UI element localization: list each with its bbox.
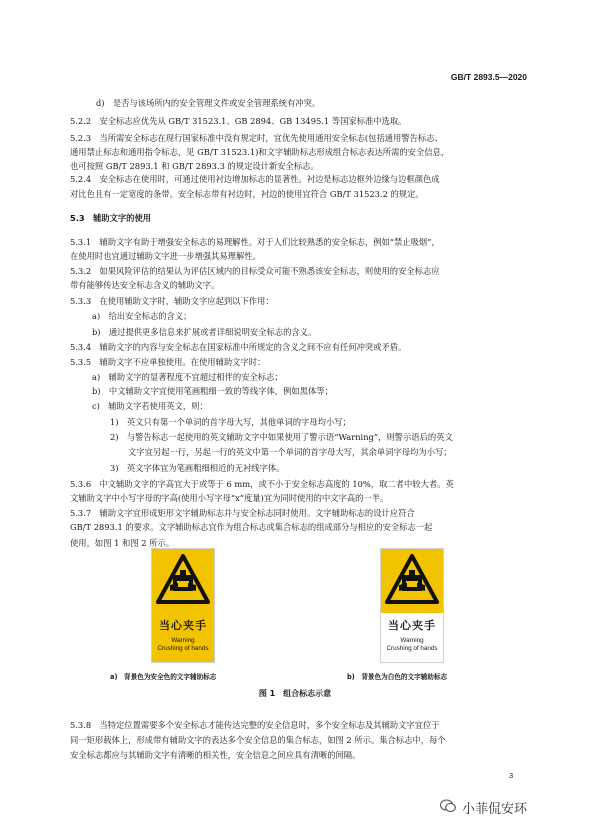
body-text-line: 5.3.6 中文辅助文字的字高宜大于或等于 6 mm，或不小于安全标志高度的 10%，取二者中较大者。英 xyxy=(70,479,454,489)
body-text-line: 同一矩形载体上，形成带有辅助文字的表达多个安全信息的集合标志，如图 2 所示。集合标志中，每个 xyxy=(70,735,446,745)
body-text-line: 5.3.1 辅助文字有助于增强安全标志的易理解性。对于人们比较熟悉的安全标志，例如“禁止吸烟”， xyxy=(70,237,440,247)
body-text-line: 5.3.7 辅助文字宜形成矩形文字辅助标志并与安全标志同时使用。文字辅助标志的设计应符合 xyxy=(70,508,415,518)
body-text-line: b) 通过提供更多信息来扩展或者详细说明安全标志的含义。 xyxy=(92,327,317,337)
body-text-line: 文辅助文字中小写字母的字高(使用小写字母“x”度量)宜为同时使用的中文字高的一半。 xyxy=(70,493,389,503)
body-text-line: b) 中文辅助文字宜使用笔画粗细一致的等线字体，例如黑体等； xyxy=(92,386,333,396)
wechat-icon xyxy=(440,799,456,813)
page-number: 3 xyxy=(509,771,514,780)
body-text-line: 3) 英文字体宜为笔画粗细相近的无衬线字体。 xyxy=(110,463,285,473)
body-text-line: 带有能够传达安全标志含义的辅助文字。 xyxy=(70,280,220,290)
body-text-line: 5.3.5 辅助文字不应单独使用。在使用辅助文字时： xyxy=(70,357,266,367)
body-text-line: 5.3.3 在使用辅助文字时，辅助文字应起到以下作用： xyxy=(70,296,274,306)
figure-caption-a: a) 背景色为安全色的文字辅助标志 xyxy=(110,673,217,681)
body-text-line: 在使用时也宜通过辅助文字进一步增强其易理解性。 xyxy=(70,251,261,261)
body-text-line: 5.2.3 当所需安全标志在现行国家标准中没有规定时，宜优先使用通用安全标志(包括通用警告标志、 xyxy=(70,133,443,143)
sign-english-text: Crushing of hands xyxy=(157,645,209,652)
body-text-line: 也可按照 GB/T 2893.1 和 GB/T 2893.3 的规定设计新安全标志。 xyxy=(70,161,319,171)
body-text-line: a) 辅助文字的显著程度不宜超过相伴的安全标志； xyxy=(92,372,283,382)
body-text-line: 2) 与警告标志一起使用的英文辅助文字中如果使用了警示语“Warning”，则警示语后的英文 xyxy=(110,432,453,442)
body-text-line: 5.2.2 安全标志应优先从 GB/T 31523.1、GB 2894、GB 13495.1 等国家标准中选取。 xyxy=(70,116,407,126)
warning-sign-white-background xyxy=(380,548,444,663)
body-text-line: a) 给出安全标志的含义； xyxy=(92,311,192,321)
body-text-line: 5.2.4 安全标志在使用时，可通过使用衬边增加标志的显著性。衬边是标志边框外边缘与边框颜色成 xyxy=(70,174,440,184)
body-text-line: GB/T 2893.1 的要求。文字辅助标志宜作为组合标志或集合标志的组成部分与相应的安全标志一起 xyxy=(70,522,433,532)
body-text-line: 安全标志都应与其辅助文字有清晰的相关性，安全信息之间应具有清晰的间隔。 xyxy=(70,750,361,760)
body-text-line: 使用，如图 1 和图 2 所示。 xyxy=(70,538,175,548)
sign-english-warning: Warning xyxy=(171,637,195,644)
figure-title: 图 1 组合标志示意 xyxy=(258,689,332,698)
sign-english-warning: Warning xyxy=(400,637,424,644)
sign-chinese-text: 当心夹手 xyxy=(159,619,207,632)
body-text-line: 对比色且有一定宽度的条带。安全标志带有衬边时，衬边的使用宜符合 GB/T 31523.2 的规定。 xyxy=(70,189,424,199)
standard-number: GB/T 2893.5—2020 xyxy=(450,72,527,82)
sign-english-text: Crushing of hands xyxy=(386,645,438,652)
body-text-line: c) 辅助文字若使用英文，则： xyxy=(92,401,208,411)
body-text-line: 通用禁止标志和通用指令标志，见 GB/T 31523.1)和文字辅助标志形成组合标志表达所需的安全信息， xyxy=(70,147,450,157)
warning-triangle-icon xyxy=(381,549,443,613)
section-heading: 5.3 辅助文字的使用 xyxy=(70,213,152,223)
sign-chinese-text: 当心夹手 xyxy=(388,619,436,632)
body-text-line: 1) 英文只有第一个单词的首字母大写，其他单词的字母均小写； xyxy=(110,417,351,427)
warning-sign-safety-color xyxy=(151,548,215,663)
body-text-line: 5.3.4 辅助文字的内容与安全标志在国家标准中所规定的含义之间不应有任何冲突或矛盾。 xyxy=(70,342,407,352)
body-text-line: 5.3.8 当特定位置需要多个安全标志才能传达完整的安全信息时，多个安全标志及其辅助文字宜位于 xyxy=(70,720,440,730)
body-text-line: 5.3.2 如果风险评估的结果认为评估区域内的目标受众可能不熟悉该安全标志，则使用的安全标志应 xyxy=(70,266,440,276)
figure-caption-b: b) 背景色为白色的文字辅助标志 xyxy=(347,673,448,681)
body-text-line: 文字宜另起一行，另起一行的英文中第一个单词的首字母大写，其余单词字母均为小写； xyxy=(128,447,452,457)
watermark: 小菲侃安环 xyxy=(462,802,528,817)
body-text-line: d) 是否与该场所内的安全管理文件或安全管理系统有冲突。 xyxy=(96,98,321,108)
warning-triangle-icon xyxy=(152,549,214,613)
